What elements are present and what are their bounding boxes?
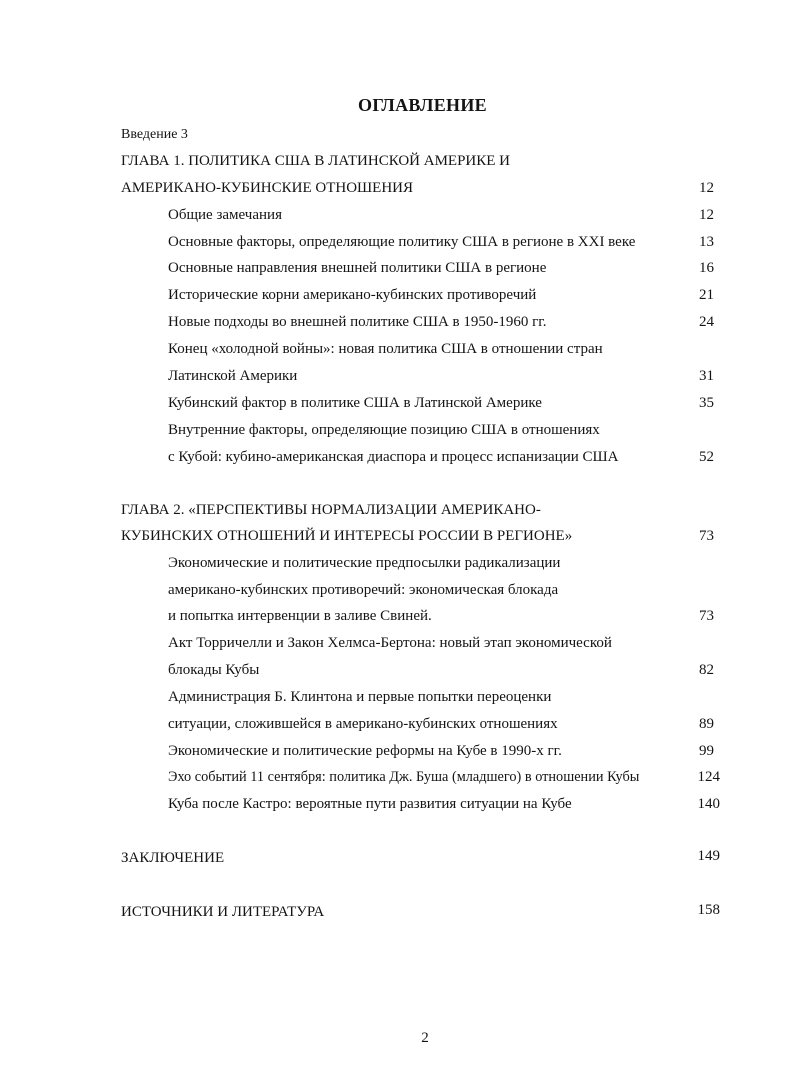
toc-entry-text: Куба после Кастро: вероятные пути развития ситуации на Кубе — [168, 796, 572, 812]
toc-entry-text: Кубинский фактор в политике США в Латинской Америке — [168, 395, 542, 411]
toc-entry-text-line-2: с Кубой: кубино-американская диаспора и процесс испанизации США — [168, 449, 619, 465]
chapter-1-title-line-1: ГЛАВА 1. ПОЛИТИКА США В ЛАТИНСКОЙ АМЕРИКЕ И — [121, 153, 510, 169]
chapter-2-title-line-1: ГЛАВА 2. «ПЕРСПЕКТИВЫ НОРМАЛИЗАЦИИ АМЕРИКАНО- — [121, 502, 541, 518]
sources-title: ИСТОЧНИКИ И ЛИТЕРАТУРА — [121, 904, 325, 920]
toc-entry-page: 21 — [699, 287, 714, 303]
conclusion-title: ЗАКЛЮЧЕНИЕ — [121, 850, 225, 866]
toc-entry-page: 31 — [699, 368, 714, 384]
toc-entry-page: 35 — [699, 395, 714, 411]
toc-entry-text-line-1: Конец «холодной войны»: новая политика США в отношении стран — [168, 341, 603, 357]
page-title: ОГЛАВЛЕНИЕ — [358, 95, 487, 115]
toc-entry-text: Новые подходы во внешней политике США в 1950-1960 гг. — [168, 314, 547, 330]
toc-entry-page: 140 — [697, 796, 720, 812]
toc-entry-page: 24 — [699, 314, 714, 330]
toc-entry-text: Исторические корни американо-кубинских противоречий — [168, 287, 537, 303]
chapter-1-title-line-2: АМЕРИКАНО-КУБИНСКИЕ ОТНОШЕНИЯ — [121, 180, 413, 196]
toc-entry-text-line-1: Акт Торричелли и Закон Хелмса-Бертона: новый этап экономической — [168, 635, 612, 651]
toc-entry-page: 89 — [699, 716, 714, 732]
conclusion-page: 149 — [697, 848, 720, 864]
toc-entry-text-line-2: американо-кубинских противоречий: экономическая блокада — [168, 582, 559, 598]
chapter-2-title-line-2: КУБИНСКИХ ОТНОШЕНИЙ И ИНТЕРЕСЫ РОССИИ В РЕГИОНЕ» — [121, 528, 573, 544]
toc-entry-text: Экономические и политические реформы на Кубе в 1990-х гг. — [168, 743, 562, 759]
toc-entry-text-line-3: и попытка интервенции в заливе Свиней. — [168, 608, 432, 624]
page-number: 2 — [421, 1030, 429, 1046]
toc-entry-text: Общие замечания — [168, 207, 282, 223]
chapter-2-page: 73 — [699, 528, 714, 544]
toc-entry-text-line-2: блокады Кубы — [168, 662, 260, 678]
toc-entry-text-line-1: Экономические и политические предпосылки радикализации — [168, 555, 561, 571]
toc-entry-page: 12 — [699, 207, 714, 223]
toc-entry-text-line-1: Внутренние факторы, определяющие позицию США в отношениях — [168, 422, 600, 438]
toc-entry-page: 16 — [699, 260, 714, 276]
toc-entry-page: 82 — [699, 662, 714, 678]
toc-entry-text: Основные факторы, определяющие политику США в регионе в XXI веке — [168, 234, 636, 250]
toc-intro: Введение 3 — [121, 127, 188, 142]
toc-entry-page: 13 — [699, 234, 714, 250]
toc-entry-page: 124 — [697, 769, 720, 785]
toc-entry-text: Эхо событий 11 сентября: политика Дж. Буша (младшего) в отношении Кубы — [168, 769, 640, 785]
toc-entry-page: 99 — [699, 743, 714, 759]
toc-entry-page: 73 — [699, 608, 714, 624]
toc-entry-page: 52 — [699, 449, 714, 465]
toc-entry-text: Основные направления внешней политики США в регионе — [168, 260, 547, 276]
chapter-1-page: 12 — [699, 180, 714, 196]
toc-entry-text-line-2: ситуации, сложившейся в американо-кубинских отношениях — [168, 716, 558, 732]
toc-entry-text-line-1: Администрация Б. Клинтона и первые попытки переоценки — [168, 689, 552, 705]
sources-page: 158 — [697, 902, 720, 918]
toc-entry-text-line-2: Латинской Америки — [168, 368, 298, 384]
